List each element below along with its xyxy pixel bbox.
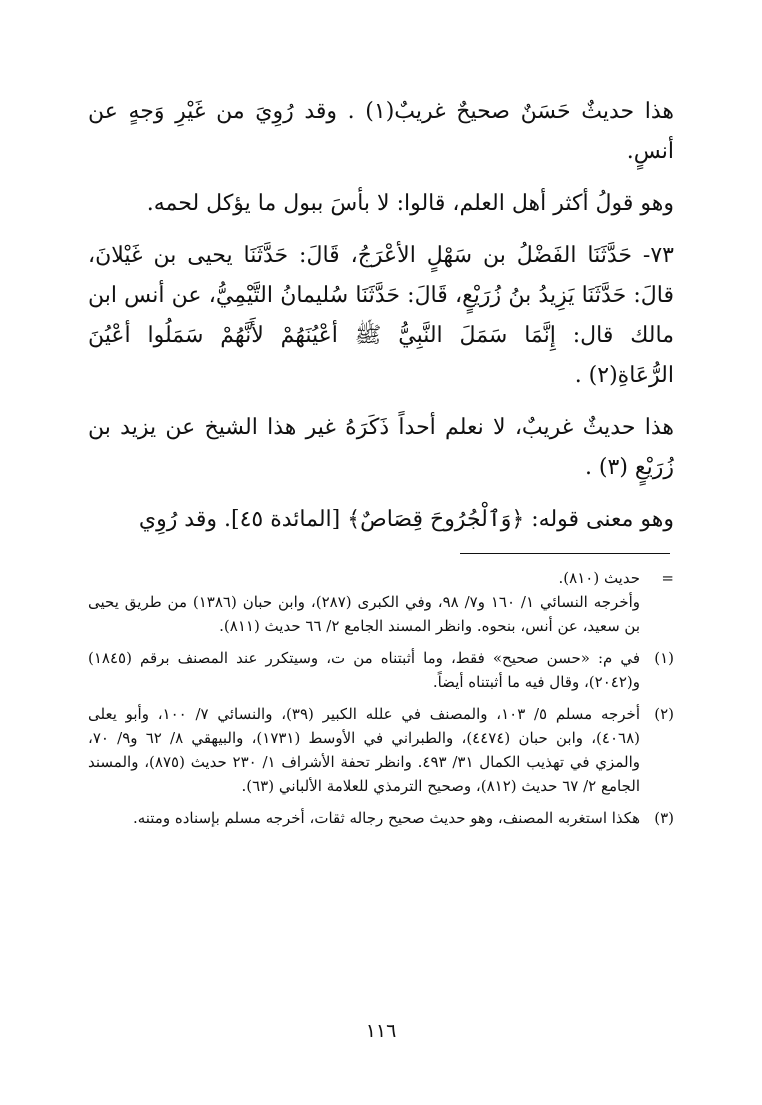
paragraph-1: هذا حديثٌ حَسَنٌ صحيحٌ غريبٌ(١) . وقد رُوِيَ من غَيْرِ وَجهٍ عن أنسٍ. <box>88 99 674 164</box>
continuation-line-1: حديث (٨١٠). <box>558 569 640 587</box>
footnote-number: (١) <box>654 649 674 667</box>
footnote-number: (٣) <box>654 809 674 827</box>
footnote-continuation <box>88 566 674 638</box>
footnote-number: (٢) <box>654 705 674 723</box>
continuation-mark: = <box>661 569 674 587</box>
paragraph-2: وهو قولُ أكثر أهل العلم، قالوا: لا بأسَ ببول ما يؤكل لحمه. <box>146 191 674 216</box>
footnotes <box>88 566 674 838</box>
hadith-73-paragraph: ٧٣- حَدَّثَنَا الفَضْلُ بن سَهْلٍ الأعْرَجُ، قَالَ: حَدَّثَنَا يحيى بن غَيْلانَ، قالَ: حَدَّثَنَا يَزِيدُ بنُ زُرَيْعٍ، قَالَ: حَدَّثَنَا سُليمانُ التَّيْمِيُّ، عن أنس ابن مالك قال: إِنَّمَا سَمَلَ النَّبِيُّ ﷺ أعْيُنَهُمْ لأَنَّهُمْ سَمَلُوا أعْيُنَ الرُّعَاةِ(٢) . <box>88 243 674 388</box>
continuation-line-2: وأخرجه النسائي ١/ ١٦٠ و٧/ ٩٨، وفي الكبرى (٢٨٧)، وابن حبان (١٣٨٦) من طريق يحيى بن سعيد، عن أنس، بنحوه. وانظر المسند الجامع ٢/ ٦٦ حديث (٨١١). <box>88 593 641 635</box>
main-text <box>88 92 674 540</box>
footnote-text: في م: «حسن صحيح» فقط، وما أثبتناه من ت، وسيتكرر عند المصنف برقم (١٨٤٥) و(٢٠٤٢)، وقال فيه ما أثبتناه أيضاً. <box>88 649 640 691</box>
footnote-separator <box>460 553 670 554</box>
footnote-1 <box>88 646 674 694</box>
footnote-3 <box>88 806 674 830</box>
paragraph-4: هذا حديثٌ غريبٌ، لا نعلم أحداً ذَكَرَهُ غير هذا الشيخ عن يزيد بن زُرَيْعٍ (٣) . <box>88 415 674 480</box>
page-number: ١١٦ <box>365 1020 397 1042</box>
footnote-text: أخرجه مسلم ٥/ ١٠٣، والمصنف في علله الكبير (٣٩)، والنسائي ٧/ ١٠٠، وأبو يعلى (٤٠٦٨)، وابن حبان (٤٤٧٤)، والطبراني في الأوسط (١٧٣١)، والبيهقي ٨/ ٦٢ و٩/ ٧٠، والمزي في تهذيب الكمال ٣١/ ٤٩٣. وانظر تحفة الأشراف ١/ ٢٣٠ حديث (٨٧٥)، والمسند الجامع ٢/ ٦٧ حديث (٨١٢)، وصحيح الترمذي للعلامة الألباني (٦٣). <box>88 705 640 795</box>
footnote-text: هكذا استغربه المصنف، وهو حديث صحيح رجاله ثقات، أخرجه مسلم بإسناده ومتنه. <box>132 809 640 827</box>
footnote-2 <box>88 702 674 798</box>
paragraph-5: وهو معنى قوله: ﴿وَٱلْجُرُوحَ قِصَاصٌ﴾ [المائدة ٤٥]. وقد رُوِي <box>138 507 674 532</box>
